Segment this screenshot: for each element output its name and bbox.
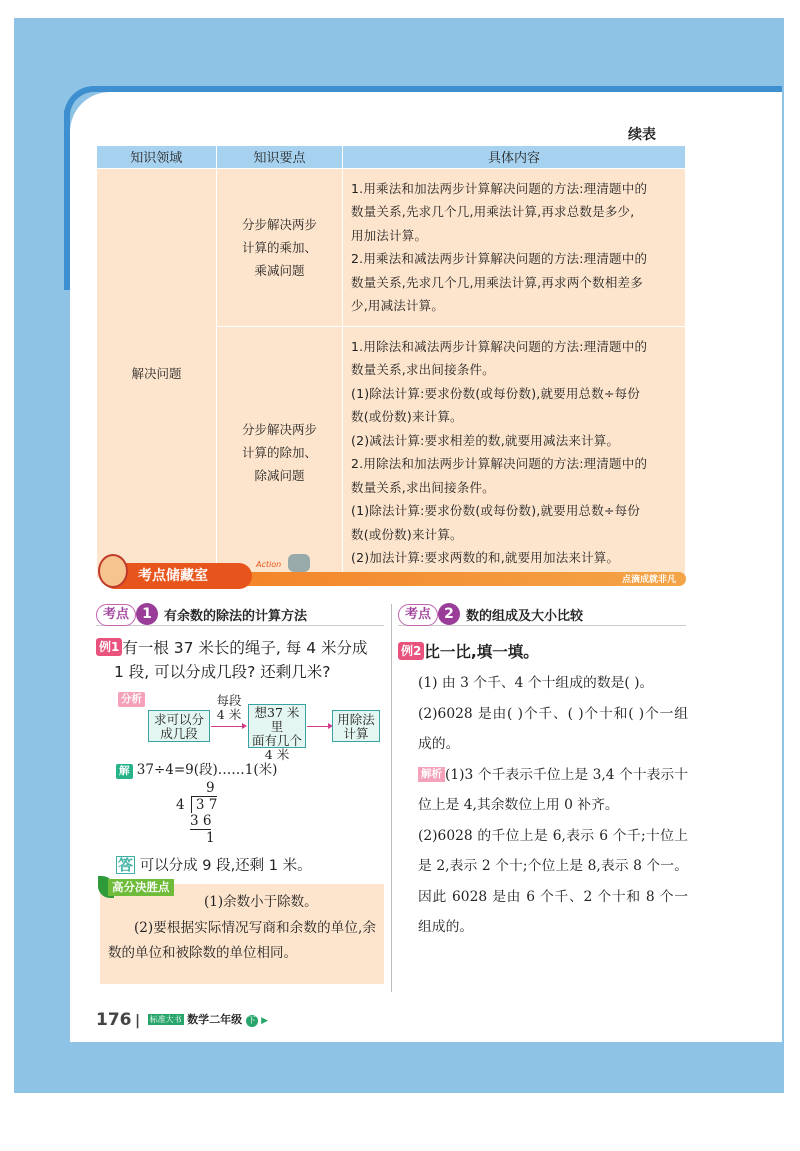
example-2-body xyxy=(398,668,688,943)
kp-heading-1 xyxy=(96,604,384,626)
arrow-icon: ▶ xyxy=(261,1016,269,1026)
analysis-1 xyxy=(398,760,688,821)
example-1-question xyxy=(96,636,386,684)
flow-label xyxy=(214,694,244,722)
flow-text: 成几段 xyxy=(160,726,198,741)
banner-title: 考点储藏室 xyxy=(102,563,252,589)
tip-body xyxy=(100,890,384,967)
kp-label: 考点 xyxy=(96,604,136,626)
analysis-2: (2)6028 的千位上是 6,表示 6 个千;十位上是 2,表示 2 个十;个位上是 8,表示 8 个一。因此 6028 是由 6 个千、2 个十和 8 个一组成的。 xyxy=(418,827,688,935)
question-line: 有一根 37 米长的绳子, 每 4 米分成 xyxy=(122,639,368,657)
content-line: 数量关系,先求几个几,用乘法计算,再求总数是多少, xyxy=(351,204,635,219)
kp-number: 1 xyxy=(136,603,158,625)
content-line: (1)除法计算:要求份数(或每份数),就要用总数÷每份 xyxy=(351,503,641,518)
column-divider xyxy=(391,604,392,992)
content-line: 1.用除法和减法两步计算解决问题的方法:理清题中的 xyxy=(351,338,648,354)
flow-box-goal xyxy=(148,710,210,742)
brand-logo: 标准大书 xyxy=(149,1015,182,1024)
flow-text: 面有几个 xyxy=(251,733,302,748)
kp-title: 有余数的除法的计算方法 xyxy=(164,609,308,624)
content-line: 数量关系,先求几个几,用乘法计算,再求两个数相差多 xyxy=(351,274,643,290)
table-row xyxy=(97,168,686,326)
page-edge-left xyxy=(64,110,70,290)
kp-title: 数的组成及大小比较 xyxy=(466,609,584,624)
banner-slogan: 点滴成就非凡 xyxy=(621,575,676,585)
analysis-tag: 分析 xyxy=(118,692,145,707)
point-line: 计算的乘加、 xyxy=(241,239,317,255)
content-cell xyxy=(343,168,686,326)
content-line: 2.用除法和加法两步计算解决问题的方法:理清题中的 xyxy=(351,456,648,471)
content-line: 数(或份数)来计算。 xyxy=(351,409,463,424)
point-line: 除减问题 xyxy=(254,467,305,483)
point-line: 分步解决两步 xyxy=(241,216,317,232)
flow-text: 想37 米里 xyxy=(254,705,300,734)
flow-text: 每段 xyxy=(216,693,242,708)
tip-box xyxy=(100,880,384,984)
question-line: 1 段, 可以分成几段? 还剩几米? xyxy=(114,663,331,681)
section-banner xyxy=(96,560,686,590)
volume-badge: 下 xyxy=(247,1016,256,1025)
tip-line: (2)要根据实际情况写商和余数的单位,余数的单位和被除数的单位相同。 xyxy=(108,919,376,961)
content-cell xyxy=(343,326,686,578)
point-cell xyxy=(217,168,343,326)
tip-line: (1)余数小于除数。 xyxy=(204,894,318,910)
point-line: 分步解决两步 xyxy=(241,421,317,437)
div-divisor: 4 xyxy=(176,797,185,813)
content-line: 用加法计算。 xyxy=(351,227,428,243)
point-line: 乘减问题 xyxy=(254,262,305,278)
flow-arrow xyxy=(211,726,243,727)
header-area: 知识领域 xyxy=(97,146,217,168)
div-remainder: 1 xyxy=(206,830,215,846)
mascot-bear-icon xyxy=(98,554,128,588)
flow-text: 求可以分 xyxy=(153,712,204,727)
content-line: 2.用乘法和减法两步计算解决问题的方法:理清题中的 xyxy=(351,251,648,266)
solution-line xyxy=(116,758,277,779)
example-badge: 例1 xyxy=(96,638,122,656)
tip-label: 高分决胜点 xyxy=(108,879,174,896)
knowledge-table xyxy=(96,146,686,579)
page-footer: 176 | 标准大书 数学二年级 下 ▶ xyxy=(96,1010,269,1030)
example-2-question xyxy=(398,640,539,662)
analysis-tag: 解析 xyxy=(418,767,445,782)
answer-text: 可以分成 9 段,还剩 1 米。 xyxy=(139,858,312,874)
analysis-text: (1)3 个千表示千位上是 3,4 个十表示十位上是 4,其余数位上用 0 补齐。 xyxy=(418,766,688,813)
content-line: 1.用乘法和加法两步计算解决问题的方法:理清题中的 xyxy=(351,180,648,196)
content-line: 少,用减法计算。 xyxy=(351,298,445,313)
continued-label: 续表 xyxy=(628,127,656,143)
subject-label: 数学二年级 xyxy=(187,1013,243,1026)
area-cell: 解决问题 xyxy=(97,168,217,578)
kp-heading-2 xyxy=(398,604,686,626)
point-cell xyxy=(217,326,343,578)
header-point: 知识要点 xyxy=(217,146,343,168)
example-badge: 例2 xyxy=(398,642,424,660)
header-content: 具体内容 xyxy=(343,146,686,168)
solution-tag: 解 xyxy=(116,764,133,779)
question-text: 比一比,填一填。 xyxy=(424,643,539,661)
flow-text: 4 米 xyxy=(264,747,290,762)
page-number: 176 xyxy=(96,1010,132,1030)
sub-question-1: (1) 由 3 个千、4 个十组成的数是( )。 xyxy=(418,675,654,691)
flow-box-think xyxy=(248,704,306,762)
kp-number: 2 xyxy=(438,603,460,625)
sub-question-2: (2)6028 是由( )个千、( )个十和( )个一组成的。 xyxy=(418,705,688,752)
content-line: (2)减法计算:要求相差的数,就要用减法来计算。 xyxy=(351,432,620,448)
long-division xyxy=(176,780,236,846)
flow-arrow xyxy=(307,726,329,727)
content-line: 数量关系,求出间接条件。 xyxy=(351,479,495,495)
div-quotient: 9 xyxy=(206,780,215,796)
flow-text: 计算 xyxy=(343,726,369,741)
point-line: 计算的除加、 xyxy=(241,444,317,460)
mascot-cat-icon xyxy=(288,554,310,572)
flow-text: 4 米 xyxy=(216,707,242,722)
analysis-flow xyxy=(118,690,388,762)
flow-text: 用除法 xyxy=(337,712,375,727)
flow-box-method xyxy=(332,710,380,742)
content-line: 数量关系,求出间接条件。 xyxy=(351,362,495,377)
page-edge xyxy=(64,86,782,116)
banner-action: Action xyxy=(256,560,282,569)
div-dividend: 3 7 xyxy=(191,796,217,813)
answer-badge: 答 xyxy=(118,856,134,874)
solution-text: 37÷4=9(段)……1(米) xyxy=(136,762,278,778)
content-line: (1)除法计算:要求份数(或每份数),就要用总数÷每份 xyxy=(351,385,641,401)
content-line: 数(或份数)来计算。 xyxy=(351,526,463,542)
kp-label: 考点 xyxy=(398,604,438,626)
div-product: 3 6 xyxy=(190,813,212,829)
content-line: (2)加法计算:要求两数的和,就要用加法来计算。 xyxy=(351,550,620,565)
answer-line xyxy=(116,854,312,875)
